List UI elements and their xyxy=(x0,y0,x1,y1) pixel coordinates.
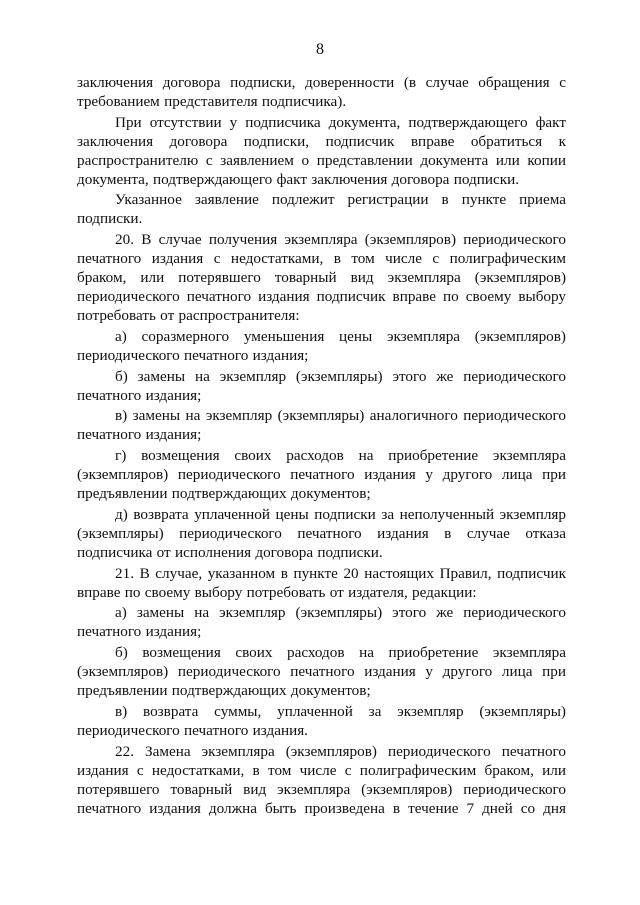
paragraph-clause-21: 21. В случае, указанном в пункте 20 настоящих Правил, подписчик вправе по своему выбору потребовать от издателя, редакции: xyxy=(77,564,566,601)
paragraph-missing-document: При отсутствии у подписчика документа, подтверждающего факт заключения договора подписки, подписчик вправе обратиться к распространителю с заявлением о представлении документа или копии документа, подтверждающего факт заключения договора подписки. xyxy=(77,113,566,188)
document-body xyxy=(77,74,566,818)
list-item-20e: д) возврата уплаченной цены подписки за неполученный экземпляр (экземпляры) периодического печатного издания в случае отказа подписчика от исполнения договора подписки. xyxy=(77,505,566,561)
paragraph-clause-22: 22. Замена экземпляра (экземпляров) периодического печатного издания с недостатками, в том числе с полиграфическим браком, или потерявшего товарный вид экземпляра (экземпляров) периодического печатного издания должна быть произведена в течение 7 дней со дня xyxy=(77,742,566,817)
paragraph-contract-documents: заключения договора подписки, доверенности (в случае обращения с требованием представителя подписчика). xyxy=(77,74,566,110)
list-item-20a: а) соразмерного уменьшения цены экземпляра (экземпляров) периодического печатного издания; xyxy=(77,327,566,364)
list-item-20d: г) возмещения своих расходов на приобретение экземпляра (экземпляров) периодического печатного издания у другого лица при предъявлении подтверждающих документов; xyxy=(77,447,566,503)
list-item-21c: в) возврата суммы, уплаченной за экземпляр (экземпляры) периодического печатного издания. xyxy=(77,703,566,739)
paragraph-application-registration: Указанное заявление подлежит регистрации в пункте приема подписки. xyxy=(77,191,566,228)
list-item-20b: б) замены на экземпляр (экземпляры) этого же периодического печатного издания; xyxy=(77,367,566,404)
list-item-20c: в) замены на экземпляр (экземпляры) аналогичного периодического печатного издания; xyxy=(77,407,566,444)
list-item-21a: а) замены на экземпляр (экземпляры) этого же периодического печатного издания; xyxy=(77,604,566,641)
paragraph-clause-20: 20. В случае получения экземпляра (экземпляров) периодического печатного издания с недостатками, в том числе с полиграфическим браком, или потерявшего товарный вид экземпляра (экземпляров) периодического печатного издания подписчик вправе по своему выбору потребовать от распространителя: xyxy=(77,231,566,324)
list-item-21b: б) возмещения своих расходов на приобретение экземпляра (экземпляров) периодического печатного издания у другого лица при предъявлении подтверждающих документов; xyxy=(77,644,566,700)
page-number: 8 xyxy=(316,41,324,58)
